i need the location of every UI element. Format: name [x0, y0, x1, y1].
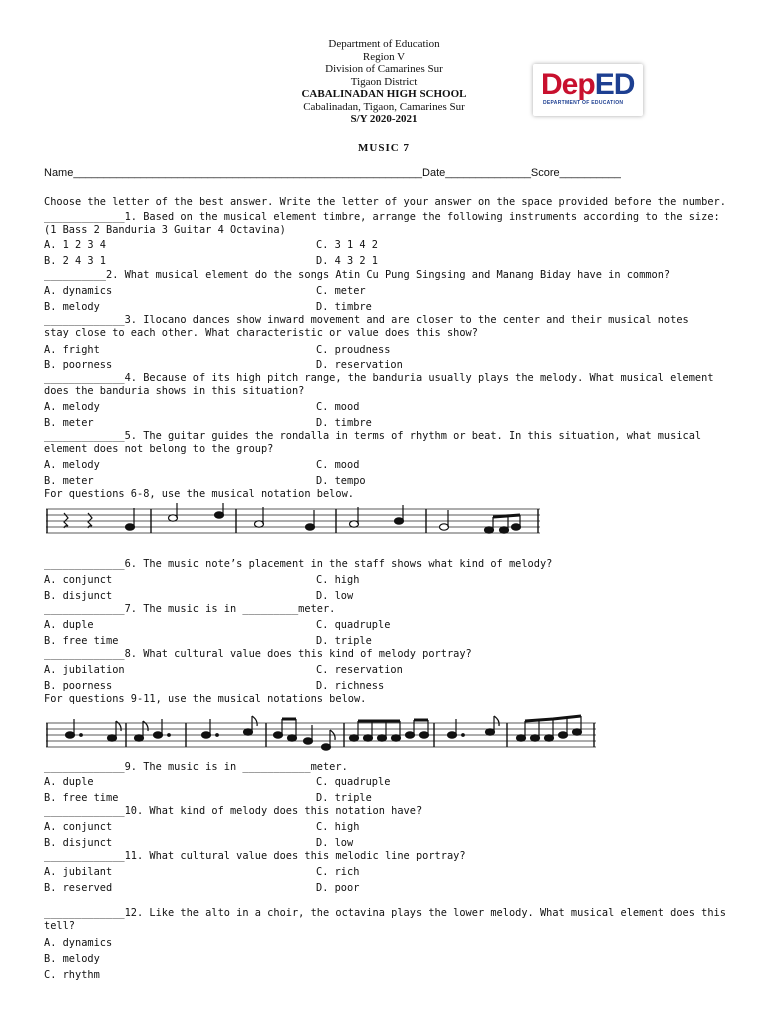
q11-option-d: D. poor — [316, 882, 360, 894]
note-2-22 — [559, 732, 568, 738]
q3-option-b: B. poorness — [44, 359, 113, 371]
q1-option-d: D. 4 3 2 1 — [316, 255, 378, 267]
q1-option-a: A. 1 2 3 4 — [44, 239, 106, 251]
musical-staff-2 — [44, 713, 600, 753]
note-10 — [500, 527, 509, 533]
note-2-6 — [244, 729, 253, 735]
q11-option-b: B. reserved — [44, 882, 113, 894]
q4-option-a: A. melody — [44, 401, 100, 413]
q8-option-b: B. poorness — [44, 680, 113, 692]
q12-option-a: A. dynamics — [44, 937, 113, 949]
note-2-8 — [288, 735, 297, 741]
q5-option-c: C. mood — [316, 459, 360, 471]
note-2-11 — [350, 735, 359, 741]
note-2-18 — [486, 729, 495, 735]
question-12: _____________12. Like the alto in a choir, the octavina plays the lower melody. What musical element does this — [44, 907, 726, 919]
q12-option-c: C. rhythm — [44, 969, 100, 981]
question-6: _____________6. The music note’s placement in the staff shows what kind of melody? — [44, 558, 553, 570]
note-4 — [255, 521, 264, 527]
note-2-5 — [202, 732, 211, 738]
q10-option-b: B. disjunct — [44, 837, 113, 849]
note-1 — [126, 524, 135, 530]
note-2-15 — [406, 732, 415, 738]
note-5 — [306, 524, 315, 530]
q7-option-b: B. free time — [44, 635, 119, 647]
q7-option-a: A. duple — [44, 619, 94, 631]
note-6 — [350, 521, 359, 527]
header-line-4: Tigaon District — [350, 75, 418, 88]
note-2-1 — [66, 732, 75, 738]
question-10: _____________10. What kind of melody does this notation have? — [44, 805, 423, 817]
question-4-continued: does the banduria shows in this situation? — [44, 385, 305, 397]
q2-option-c: C. meter — [316, 285, 366, 297]
note-2 — [169, 515, 178, 521]
header-line-2: Region V — [362, 50, 406, 63]
note-2-12 — [364, 735, 373, 741]
note-9 — [485, 527, 494, 533]
note-2-14 — [392, 735, 401, 741]
question-7: _____________7. The music is in _________meter. — [44, 603, 336, 615]
q7-option-d: D. triple — [316, 635, 372, 647]
q1-option-b: B. 2 4 3 1 — [44, 255, 106, 267]
note-2-23 — [573, 729, 582, 735]
q3-option-d: D. reservation — [316, 359, 403, 371]
document-header — [0, 38, 768, 126]
note-2-19 — [517, 735, 526, 741]
question-9: _____________9. The music is in ___________meter. — [44, 761, 348, 773]
question-1-continued: (1 Bass 2 Banduria 3 Guitar 4 Octavina) — [44, 224, 286, 236]
q7-option-c: C. quadruple — [316, 619, 391, 631]
q9-option-a: A. duple — [44, 776, 94, 788]
q9-option-c: C. quadruple — [316, 776, 391, 788]
question-2: __________2. What musical element do the songs Atin Cu Pung Singsing and Manang Biday have in common? — [44, 269, 671, 281]
question-5-continued: element does not belong to the group? — [44, 443, 274, 455]
q12-option-b: B. melody — [44, 953, 100, 965]
q6-option-d: D. low — [316, 590, 354, 602]
note-8 — [440, 524, 449, 530]
note-7 — [395, 518, 404, 524]
q6-option-c: C. high — [316, 574, 360, 586]
q9-option-d: D. triple — [316, 792, 372, 804]
deped-logo — [533, 64, 643, 116]
q9-option-b: B. free time — [44, 792, 119, 804]
header-line-3: Division of Camarines Sur — [325, 63, 443, 75]
question-12-continued: tell? — [44, 920, 75, 932]
q5-option-b: B. meter — [44, 475, 94, 487]
question-11: _____________11. What cultural value does this melodic line portray? — [44, 850, 466, 862]
note-2-17 — [448, 732, 457, 738]
question-5: _____________5. The guitar guides the rondalla in terms of rhythm or beat. In this situation, what musical — [44, 430, 702, 442]
q3-option-a: A. fright — [44, 344, 100, 356]
question-3-continued: stay close to each other. What characteristic or value does this show? — [44, 327, 478, 339]
q10-option-c: C. high — [316, 821, 360, 833]
q11-option-c: C. rich — [316, 866, 360, 878]
q6-option-a: A. conjunct — [44, 574, 113, 586]
note-2-2 — [108, 735, 117, 741]
header-line-1: Department of Education — [328, 38, 440, 50]
school-year: S/Y 2020-2021 — [350, 113, 418, 125]
question-4: _____________4. Because of its high pitch range, the banduria usually plays the melody. What musical element — [44, 372, 714, 384]
q2-option-a: A. dynamics — [44, 285, 113, 297]
q5-option-a: A. melody — [44, 459, 100, 471]
q4-option-d: D. timbre — [316, 417, 372, 429]
question-3: _____________3. Ilocano dances show inward movement and are closer to the center and their musical notes — [44, 314, 689, 326]
note-2-10 — [322, 744, 331, 750]
note-2-13 — [378, 735, 387, 741]
deped-logo-text: DepED — [541, 68, 635, 101]
q8-option-c: C. reservation — [316, 664, 403, 676]
note-2-3 — [135, 735, 144, 741]
note-2-9 — [304, 738, 313, 744]
note-2-7 — [274, 732, 283, 738]
q5-option-d: D. tempo — [316, 475, 366, 487]
note-11 — [512, 524, 521, 530]
q4-option-c: C. mood — [316, 401, 360, 413]
name-date-score-row[interactable]: Name_________________________________________________________Date______________Score__________ — [44, 167, 621, 179]
note-3 — [215, 512, 224, 518]
deped-logo-subtitle: DEPARTMENT OF EDUCATION — [543, 100, 624, 106]
notation-1-caption: For questions 6-8, use the musical notation below. — [44, 488, 354, 500]
q2-option-b: B. melody — [44, 301, 100, 313]
note-2-4 — [154, 732, 163, 738]
school-address: Cabalinadan, Tigaon, Camarines Sur — [303, 100, 465, 113]
q10-option-a: A. conjunct — [44, 821, 113, 833]
question-8: _____________8. What cultural value does this kind of melody portray? — [44, 648, 472, 660]
note-2-16 — [420, 732, 429, 738]
notation-2-caption: For questions 9-11, use the musical notations below. — [44, 693, 367, 705]
instructions: Choose the letter of the best answer. Write the letter of your answer on the space provided before the number. — [44, 196, 726, 208]
q2-option-d: D. timbre — [316, 301, 372, 313]
q8-option-d: D. richness — [316, 680, 385, 692]
school-name: CABALINADAN HIGH SCHOOL — [301, 88, 467, 100]
q10-option-d: D. low — [316, 837, 354, 849]
q11-option-a: A. jubilant — [44, 866, 113, 878]
q6-option-b: B. disjunct — [44, 590, 113, 602]
subject-title: MUSIC 7 — [358, 142, 410, 154]
musical-staff-1 — [44, 503, 544, 539]
q4-option-b: B. meter — [44, 417, 94, 429]
note-2-20 — [531, 735, 540, 741]
question-1: _____________1. Based on the musical element timbre, arrange the following instruments according to the size: — [44, 211, 720, 223]
q3-option-c: C. proudness — [316, 344, 391, 356]
q8-option-a: A. jubilation — [44, 664, 125, 676]
note-2-21 — [545, 735, 554, 741]
q1-option-c: C. 3 1 4 2 — [316, 239, 378, 251]
